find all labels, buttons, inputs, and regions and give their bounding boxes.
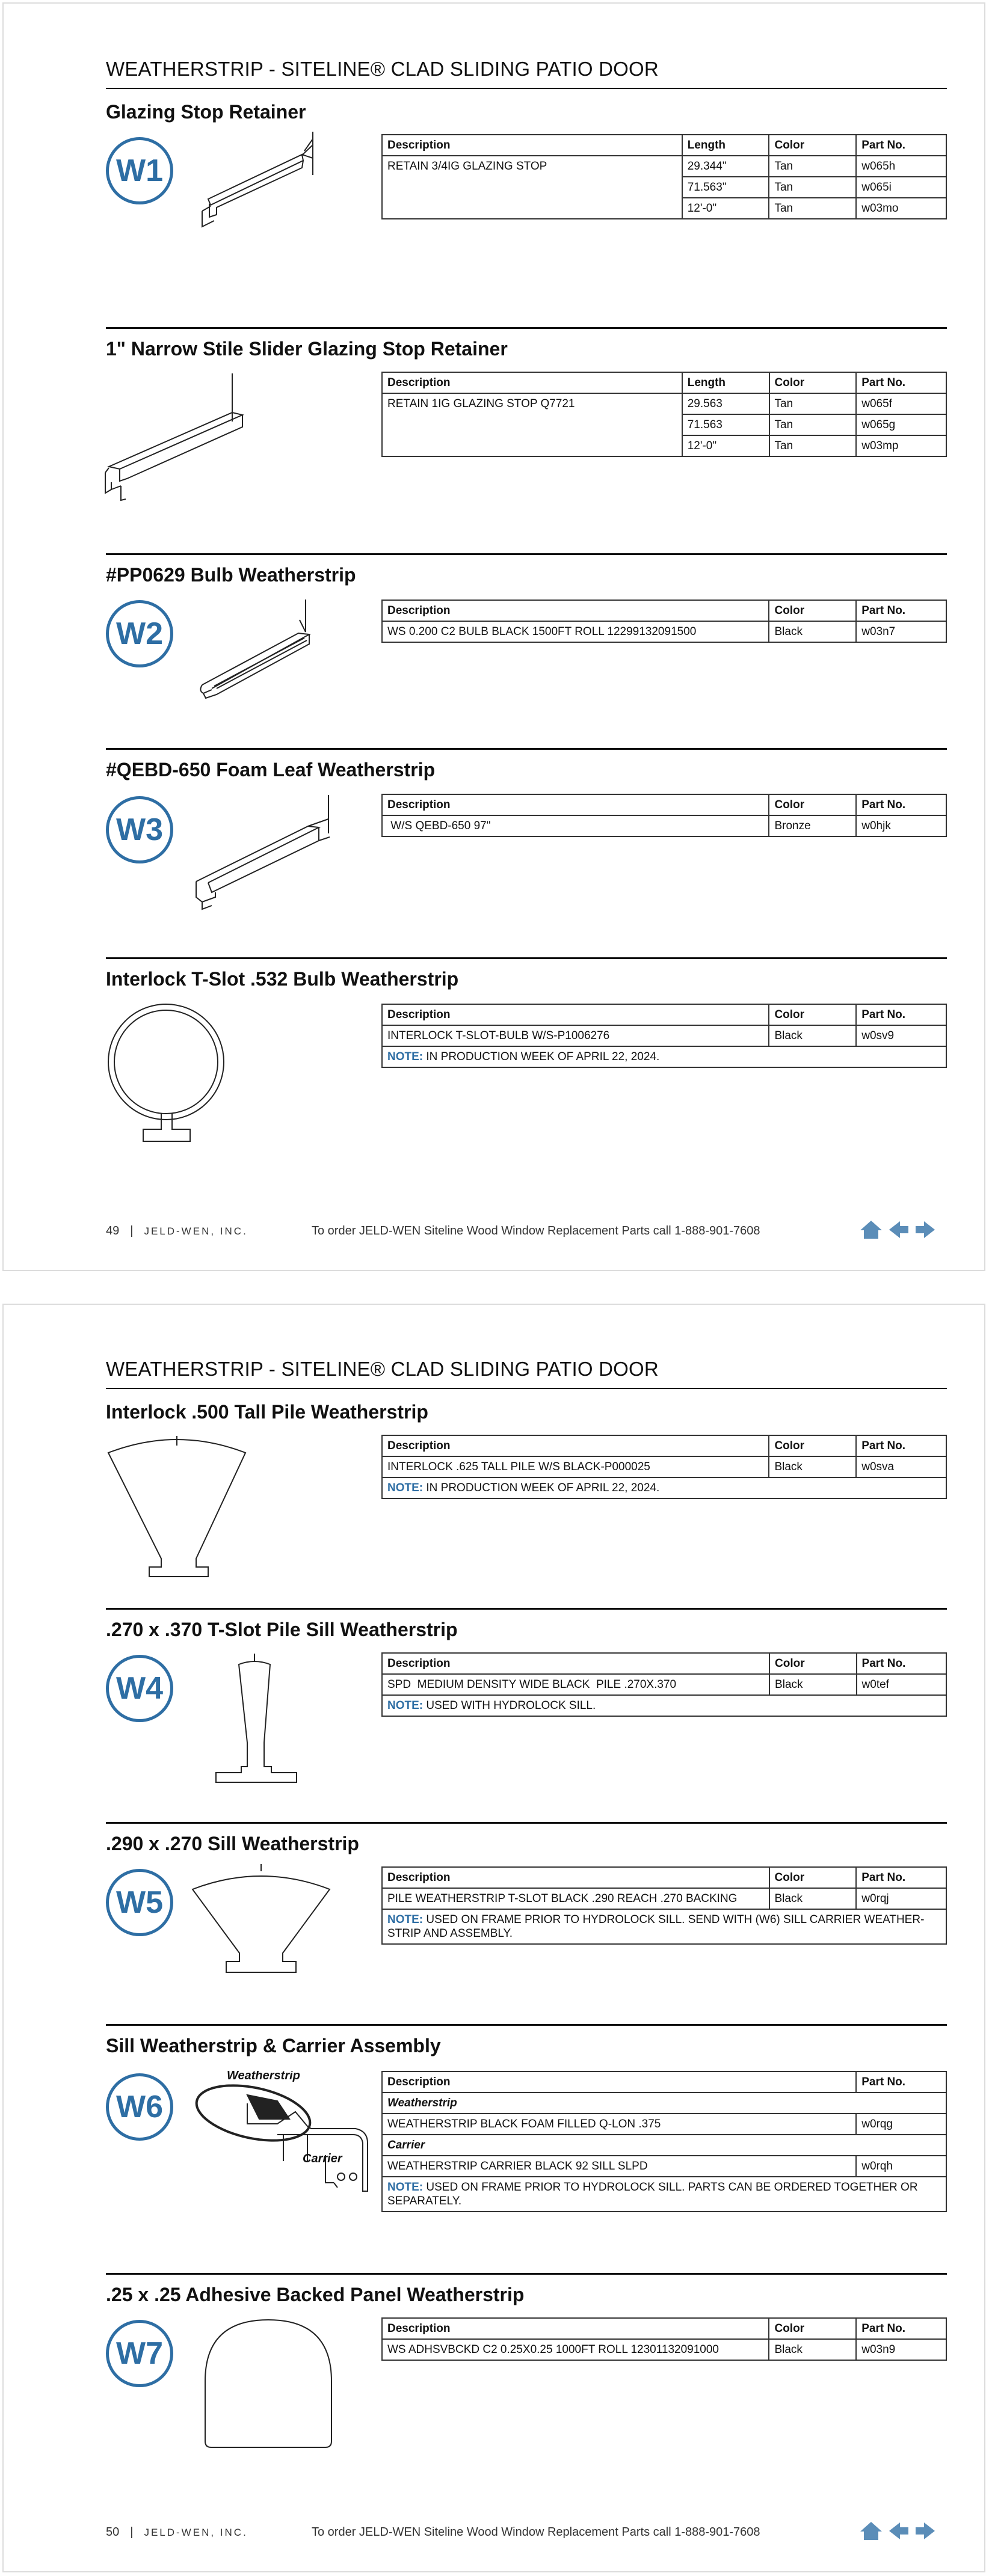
section-title: Interlock T-Slot .532 Bulb Weatherstrip [106,968,459,990]
note-label: NOTE: [387,1913,424,1926]
col-description: Description [382,372,682,393]
col-part: Part No. [856,794,946,815]
note-text: IN PRODUCTION WEEK OF APRIL 22, 2024. [423,1482,660,1494]
section-title: Sill Weatherstrip & Carrier Assembly [106,2035,441,2056]
badge-w6: W6 [106,2073,173,2141]
part-cell: w065g [856,414,946,435]
table-row [382,1674,946,1695]
description-cell: WS ADHSVBCKD C2 0.25X0.25 1000FT ROLL 12301132091000 [382,2339,769,2360]
page-number: 49 [106,1224,120,1237]
col-part: Part No. [856,372,946,393]
sill-weatherstrip-drawing [190,1863,334,1989]
note-cell [382,2177,946,2212]
color-cell: Black [769,2339,856,2360]
part-cell: w03n9 [856,2339,946,2360]
part-cell: w03mo [856,198,946,219]
section-rule [106,748,947,750]
table-row [382,1025,946,1046]
col-description: Description [382,1867,769,1888]
table-row [382,1456,946,1477]
table-row [382,815,946,836]
footer: 50 | JELD-WEN, INC. To order JELD-WEN Siteline Wood Window Replacement Parts call 1-888-901-7608 [106,2525,760,2539]
parts-table-tslot [381,1004,947,1068]
section-rule [106,327,947,329]
table-row [382,156,946,177]
col-part: Part No. [856,1867,946,1888]
col-color: Color [769,794,856,815]
note-row [382,1477,946,1498]
note-row [382,1695,946,1716]
badge-w3: W3 [106,796,173,863]
subheader-carrier: Carrier [382,2135,946,2156]
col-color: Color [769,1004,856,1025]
page-title: WEATHERSTRIP - SITELINE® CLAD SLIDING PATIO DOOR [106,1358,659,1380]
parts-table-tall-pile [381,1435,947,1499]
arrow-left-icon[interactable] [888,1219,910,1240]
nav-icons [859,2521,936,2541]
footer: 49 | JELD-WEN, INC. To order JELD-WEN Siteline Wood Window Replacement Parts call 1-888-901-7608 [106,1224,760,1237]
description-cell: RETAIN 1IG GLAZING STOP Q7721 [382,393,682,456]
parts-table-w6 [381,2071,947,2212]
section-title: Interlock .500 Tall Pile Weatherstrip [106,1401,428,1423]
parts-table-w4 [381,1652,947,1717]
description-cell: SPD MEDIUM DENSITY WIDE BLACK PILE .270X.370 [382,1674,769,1695]
description-cell: WEATHERSTRIP BLACK FOAM FILLED Q-LON .375 [382,2114,856,2135]
color-cell: Bronze [769,815,856,836]
col-color: Color [769,600,856,621]
parts-table-narrow-stile [381,372,947,457]
color-cell: Black [769,621,856,642]
section-title: Glazing Stop Retainer [106,101,306,123]
section-rule [106,2024,947,2026]
tall-pile-drawing [106,1435,256,1579]
section-title: .25 x .25 Adhesive Backed Panel Weatherstrip [106,2284,525,2305]
length-cell: 12'-0" [682,435,769,456]
col-description: Description [382,1653,769,1674]
carrier-callout: Carrier [303,2152,342,2165]
part-cell: w065i [856,177,946,198]
part-cell: w0rqg [856,2114,946,2135]
col-description: Description [382,794,769,815]
section-rule [106,1608,947,1610]
note-cell [382,1046,946,1067]
parts-table-w5 [381,1866,947,1945]
color-cell: Tan [769,414,857,435]
col-color: Color [769,372,857,393]
col-color: Color [769,135,856,156]
section-rule [106,2273,947,2275]
description-cell: INTERLOCK .625 TALL PILE W/S BLACK-P000025 [382,1456,769,1477]
description-cell: RETAIN 3/4IG GLAZING STOP [382,156,682,219]
section-title: .270 x .370 T-Slot Pile Sill Weatherstrip [106,1619,458,1640]
tslot-pile-sill-drawing [211,1652,301,1797]
badge-w4: W4 [106,1655,173,1722]
page-title: WEATHERSTRIP - SITELINE® CLAD SLIDING PATIO DOOR [106,58,659,80]
part-cell: w0sv9 [856,1025,946,1046]
color-cell: Tan [769,393,857,414]
subheader-row [382,2093,946,2114]
part-cell: w03mp [856,435,946,456]
narrow-stile-drawing [103,370,253,515]
table-row [382,621,946,642]
color-cell: Tan [769,156,856,177]
home-icon[interactable] [859,2521,883,2541]
section-rule [106,957,947,959]
home-icon[interactable] [859,1219,883,1240]
note-cell [382,1909,946,1944]
col-color: Color [769,1435,856,1456]
color-cell: Tan [769,177,856,198]
note-label: NOTE: [387,2181,424,2194]
section-title: 1" Narrow Stile Slider Glazing Stop Retainer [106,338,508,360]
note-row [382,1909,946,1944]
badge-w5: W5 [106,1869,173,1936]
col-part: Part No. [856,1004,946,1025]
col-part: Part No. [856,135,946,156]
section-rule [106,553,947,555]
bulb-weatherstrip-drawing [190,596,322,704]
section-rule [106,1822,947,1824]
table-row [382,2114,946,2135]
foam-leaf-drawing [190,791,340,918]
title-rule [106,1388,947,1389]
note-label: NOTE: [387,1699,424,1712]
part-cell: w0hjk [856,815,946,836]
page-number: 50 [106,2525,120,2539]
title-rule [106,88,947,89]
table-row [382,2156,946,2177]
col-description: Description [382,2318,769,2339]
note-text: IN PRODUCTION WEEK OF APRIL 22, 2024. [423,1050,660,1063]
color-cell: Black [769,1674,857,1695]
part-cell: w0rqj [856,1888,946,1909]
badge-w2: W2 [106,600,173,667]
col-length: Length [682,372,769,393]
col-part: Part No. [856,1435,946,1456]
note-text: USED ON FRAME PRIOR TO HYDROLOCK SILL. SEND WITH (W6) SILL CARRIER WEATHER-STRIP AND ASSEMBLY. [387,1913,925,1940]
col-description: Description [382,1004,769,1025]
col-color: Color [769,1867,857,1888]
part-cell: w0tef [857,1674,946,1695]
weatherstrip-callout: Weatherstrip [227,2071,300,2082]
length-cell: 12'-0" [682,198,769,219]
col-description: Description [382,600,769,621]
table-row [382,393,946,414]
col-color: Color [769,2318,856,2339]
part-cell: w065f [856,393,946,414]
tslot-bulb-drawing [106,1002,232,1152]
color-cell: Black [769,1456,856,1477]
subheader-weatherstrip: Weatherstrip [382,2093,946,2114]
part-cell: w0sva [856,1456,946,1477]
note-row [382,2177,946,2212]
part-cell: w0rqh [856,2156,946,2177]
table-row [382,1888,946,1909]
section-title: .290 x .270 Sill Weatherstrip [106,1833,359,1854]
carrier-assembly-drawing [187,2071,374,2203]
parts-table-w3 [381,794,947,837]
arrow-left-icon[interactable] [888,2521,910,2541]
note-row [382,1046,946,1067]
note-text: USED WITH HYDROLOCK SILL. [423,1699,596,1712]
subheader-row [382,2135,946,2156]
color-cell: Black [769,1888,857,1909]
col-description: Description [382,1435,769,1456]
color-cell: Tan [769,198,856,219]
col-length: Length [682,135,769,156]
company-name: JELD-WEN, INC. [144,1225,248,1237]
note-cell [382,1477,946,1498]
part-cell: w03n7 [856,621,946,642]
order-text: To order JELD-WEN Siteline Wood Window Replacement Parts call 1-888-901-7608 [312,1224,760,1237]
length-cell: 71.563 [682,414,769,435]
color-cell: Tan [769,435,857,456]
order-text: To order JELD-WEN Siteline Wood Window Replacement Parts call 1-888-901-7608 [312,2525,760,2539]
part-cell: w065h [856,156,946,177]
parts-table-w1 [381,134,947,219]
badge-w7: W7 [106,2320,173,2387]
note-text: USED ON FRAME PRIOR TO HYDROLOCK SILL. PARTS CAN BE ORDERED TOGETHER OR SEPARATELY. [387,2181,918,2207]
col-part: Part No. [856,2318,946,2339]
col-part: Part No. [856,600,946,621]
nav-icons [859,1219,936,1240]
arrow-right-icon[interactable] [914,2521,936,2541]
badge-w1: W1 [106,137,173,204]
description-cell: INTERLOCK T-SLOT-BULB W/S-P1006276 [382,1025,769,1046]
arrow-right-icon[interactable] [914,1219,936,1240]
col-part: Part No. [856,2072,946,2093]
description-cell: WS 0.200 C2 BULB BLACK 1500FT ROLL 12299132091500 [382,621,769,642]
description-cell: PILE WEATHERSTRIP T-SLOT BLACK .290 REACH .270 BACKING [382,1888,769,1909]
note-label: NOTE: [387,1482,424,1494]
col-part: Part No. [857,1653,946,1674]
length-cell: 29.344" [682,156,769,177]
note-cell [382,1695,946,1716]
page-50 [2,1304,985,2572]
adhesive-panel-drawing [199,2315,344,2453]
col-description: Description [382,135,682,156]
parts-table-w2 [381,600,947,643]
company-name: JELD-WEN, INC. [144,2527,248,2538]
description-cell: W/S QEBD-650 97" [382,815,769,836]
table-row [382,2339,946,2360]
glazing-stop-drawing [196,127,322,235]
page-49 [2,2,985,1271]
section-title: #QEBD-650 Foam Leaf Weatherstrip [106,759,436,780]
description-cell: WEATHERSTRIP CARRIER BLACK 92 SILL SLPD [382,2156,856,2177]
color-cell: Black [769,1025,856,1046]
length-cell: 71.563" [682,177,769,198]
note-label: NOTE: [387,1050,424,1063]
col-color: Color [769,1653,857,1674]
col-description: Description [382,2072,856,2093]
length-cell: 29.563 [682,393,769,414]
section-title: #PP0629 Bulb Weatherstrip [106,564,356,586]
parts-table-w7 [381,2317,947,2361]
